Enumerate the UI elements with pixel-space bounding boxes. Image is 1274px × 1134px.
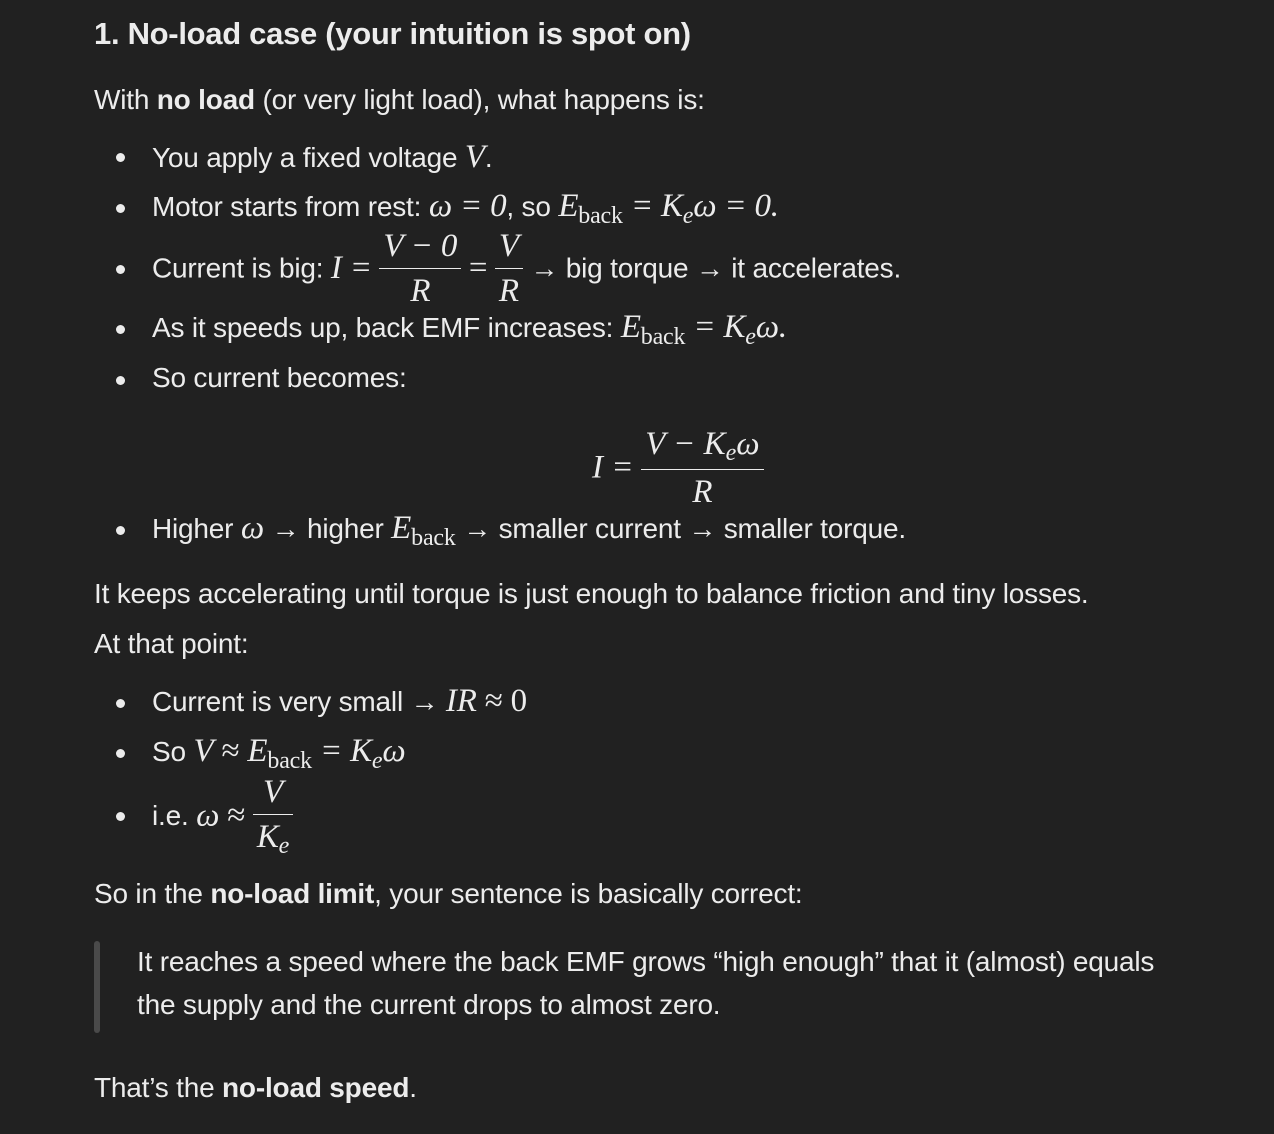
bullet-dot	[116, 526, 125, 535]
list-item-v-approx-eback: So V ≈ Eback = Keω	[152, 733, 406, 774]
closing-paragraph: That’s the no-load speed.	[94, 1072, 417, 1103]
blockquote-line-2: the supply and the current drops to almost zero.	[137, 989, 721, 1020]
bullet-dot	[116, 204, 125, 213]
bullet-dot	[116, 812, 125, 821]
list-item-higher-omega: Higher ω → higher Eback → smaller current → smaller torque.	[152, 510, 906, 551]
list-item-omega-approx: i.e. ω ≈ $\frac{V}{Ke}$	[152, 772, 293, 860]
list-item-back-emf-increases: As it speeds up, back EMF increases: Eback = Keω.	[152, 309, 787, 350]
fraction-v-over-ke: $\frac{V}{Ke}$	[253, 772, 293, 860]
intro-paragraph	[94, 84, 705, 116]
list-item-current-is-big: Current is big: I = $\frac{V - 0}{R}$ = $\frac{V}{R}$ → big torque → it accelerates.	[152, 228, 902, 309]
list-item-apply-voltage: You apply a fixed voltage V.	[152, 139, 493, 175]
paragraph-at-that-point: At that point:	[94, 628, 249, 659]
fraction-v-minus-0-over-r: $\frac{V - 0}{R}$	[379, 226, 461, 311]
section-heading: 1. No-load case (your intuition is spot on)	[94, 16, 691, 51]
paragraph-keeps-accelerating: It keeps accelerating until torque is just enough to balance friction and tiny losses.	[94, 578, 1089, 609]
list-item-starts-from-rest: Motor starts from rest: ω = 0, so Eback = Keω = 0.	[152, 188, 779, 229]
bullet-dot	[116, 749, 125, 758]
intro-bold: no load	[156, 84, 255, 115]
fraction-current: $\frac{\text{V − Keω}}{R}$	[641, 424, 763, 512]
bullet-dot	[116, 376, 125, 385]
fraction-v-over-r: $\frac{V}{R}$	[495, 226, 523, 311]
display-equation: I = $\frac{\text{V − Keω}}{R}$	[592, 424, 764, 512]
bullet-dot	[116, 153, 125, 162]
paragraph-no-load-limit: So in the no-load limit, your sentence is basically correct:	[94, 878, 803, 909]
bullet-dot	[116, 699, 125, 708]
intro-text-end: (or very light load), what happens is:	[254, 84, 705, 115]
list-item-current-becomes: So current becomes:	[152, 362, 407, 393]
bullet-dot	[116, 325, 125, 334]
bullet-dot	[116, 265, 125, 274]
intro-text: With	[94, 84, 157, 115]
blockquote-bar	[94, 941, 100, 1033]
list-item-current-very-small: Current is very small → IR ≈ 0	[152, 683, 527, 719]
blockquote-line-1: It reaches a speed where the back EMF grows “high enough” that it (almost) equals	[137, 946, 1155, 977]
